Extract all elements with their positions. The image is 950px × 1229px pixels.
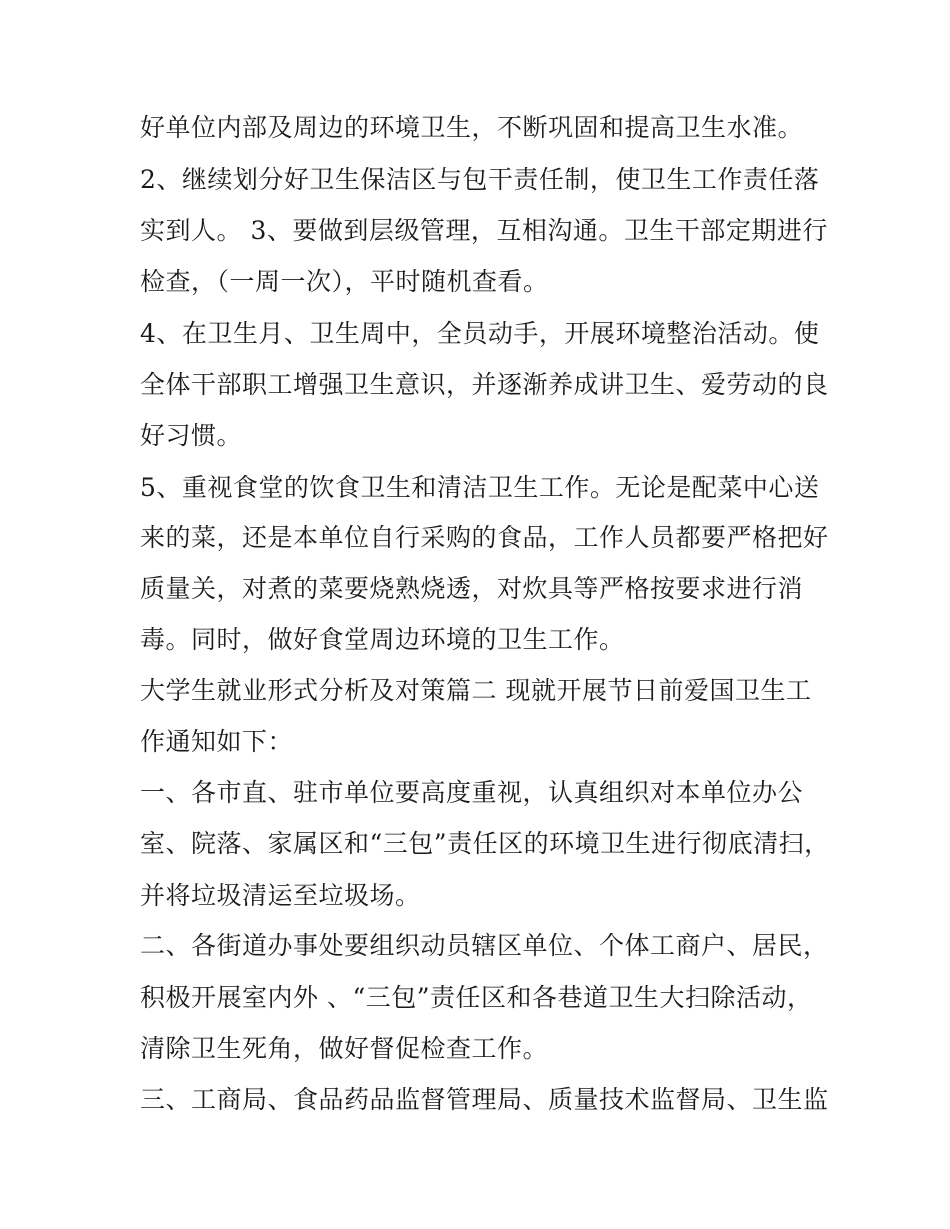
text-line: 4、在卫生月、卫生周中，全员动手，开展环境整治活动。使 — [140, 319, 820, 348]
text-line: 来的菜，还是本单位自行采购的食品，工作人员都要严格把好 — [140, 523, 829, 552]
text-line: 室、院落、家属区和“三包”责任区的环境卫生进行彻底清扫， — [140, 829, 830, 858]
text-line: 好习惯。 — [140, 421, 243, 450]
text-line: 毒。同时，做好食堂周边环境的卫生工作。 — [140, 625, 625, 654]
text-line: 检查，（一周一次），平时随机查看。 — [140, 267, 549, 296]
text-line: 三、工商局、食品药品监督管理局、质量技术监督局、卫生监 — [140, 1085, 829, 1114]
text-line: 并将垃圾清运至垃圾场。 — [140, 881, 421, 910]
text-line: 2、继续划分好卫生保洁区与包干责任制，使卫生工作责任落 — [140, 165, 820, 194]
text-line: 质量关，对煮的菜要烧熟烧透，对炊具等严格按要求进行消 — [140, 574, 804, 603]
text-line: 二、各街道办事处要组织动员辖区单位、个体工商户、居民， — [140, 931, 829, 960]
text-line: 一、各市直、驻市单位要高度重视，认真组织对本单位办公 — [140, 778, 804, 807]
text-line: 积极开展室内外 、“三包”责任区和各巷道卫生大扫除活动， — [140, 983, 813, 1012]
text-line: 实到人。 3、要做到层级管理，互相沟通。卫生干部定期进行 — [140, 216, 828, 245]
text-line: 5、重视食堂的饮食卫生和清洁卫生工作。无论是配菜中心送 — [140, 473, 820, 502]
text-line: 好单位内部及周边的环境卫生，不断巩固和提高卫生水准。 — [140, 113, 804, 142]
text-line: 大学生就业形式分析及对策篇二 现就开展节日前爱国卫生工 — [140, 676, 812, 705]
text-line: 全体干部职工增强卫生意识，并逐渐养成讲卫生、爱劳动的良 — [140, 370, 829, 399]
text-line: 作通知如下： — [140, 727, 294, 756]
text-line: 清除卫生死角，做好督促检查工作。 — [140, 1034, 549, 1063]
